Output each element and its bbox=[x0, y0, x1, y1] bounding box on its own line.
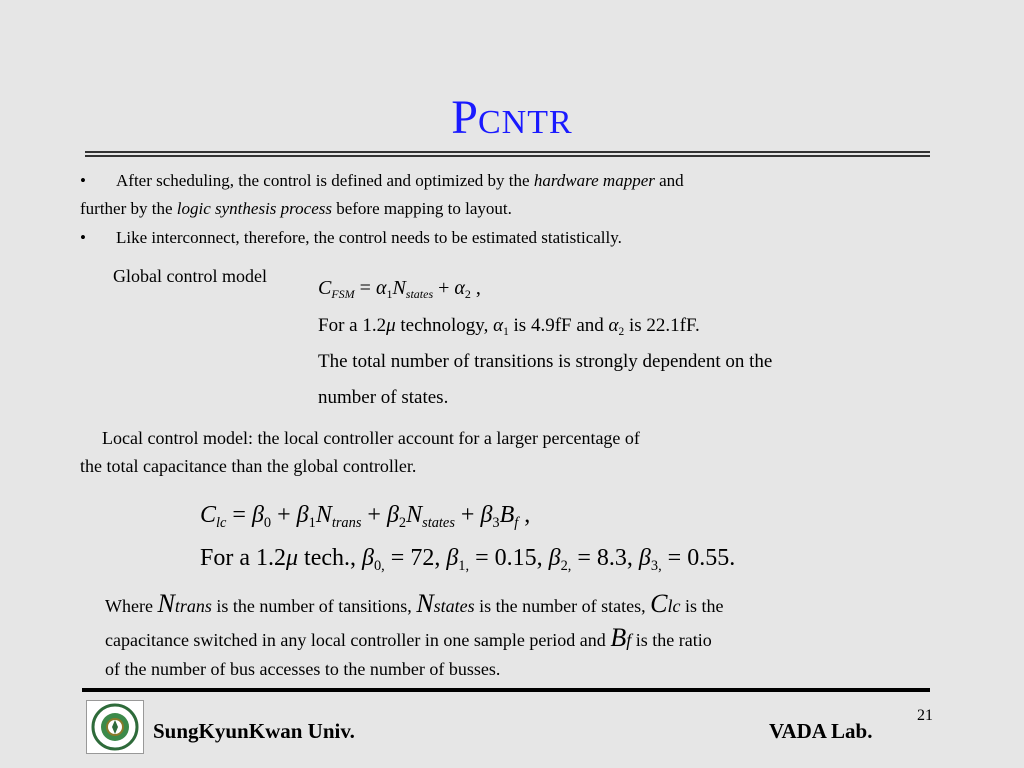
where-symbol: N bbox=[416, 589, 434, 618]
beta-value: = 72, bbox=[384, 545, 447, 571]
tech-text: technology, bbox=[395, 315, 494, 336]
tech-text: is 4.9fF and bbox=[508, 315, 609, 336]
where-text: is the number of states, bbox=[474, 596, 651, 616]
eq-operator: + bbox=[271, 502, 297, 528]
bullet-1-emphasis: hardware mapper bbox=[533, 171, 655, 190]
beta-symbol: β bbox=[548, 545, 561, 571]
eq-symbol: N bbox=[392, 277, 406, 299]
eq-subscript: trans bbox=[331, 515, 362, 532]
where-subscript: states bbox=[433, 596, 475, 616]
mu-symbol: μ bbox=[286, 545, 299, 571]
eq-operator: + bbox=[433, 277, 455, 299]
bullet-1-line-2 bbox=[80, 198, 512, 220]
where-line-3: of the number of bus accesses to the number of busses. bbox=[105, 659, 501, 679]
global-equation bbox=[318, 275, 481, 301]
eq-subscript: states bbox=[422, 515, 455, 532]
eq-symbol: N bbox=[406, 502, 423, 528]
where-line-1 bbox=[105, 589, 724, 618]
bullet-marker: • bbox=[80, 171, 86, 190]
global-tech-line bbox=[318, 313, 700, 339]
bullet-marker: • bbox=[80, 228, 86, 247]
local-model-line-2: the total capacitance than the global controller. bbox=[80, 456, 417, 476]
tech-text: tech., bbox=[298, 545, 363, 571]
footer-lab: VADA Lab. bbox=[769, 719, 873, 743]
alpha-symbol: α bbox=[493, 315, 504, 336]
eq-subscript: 1 bbox=[308, 515, 316, 532]
beta-subscript: 3, bbox=[650, 558, 662, 575]
local-tech-line bbox=[200, 543, 735, 573]
where-subscript: trans bbox=[174, 596, 212, 616]
eq-symbol: β bbox=[296, 502, 309, 528]
eq-symbol: α bbox=[454, 277, 465, 299]
global-note-line-2: number of states. bbox=[318, 387, 449, 408]
beta-symbol: β bbox=[638, 545, 651, 571]
eq-subscript: states bbox=[405, 287, 434, 302]
where-text: Where bbox=[105, 596, 158, 616]
tech-text: is 22.1fF. bbox=[624, 315, 700, 336]
eq-operator: + bbox=[361, 502, 387, 528]
eq-subscript: 2 bbox=[464, 287, 471, 302]
where-line-2 bbox=[105, 623, 712, 652]
where-symbol: C bbox=[650, 589, 668, 618]
slide-title bbox=[0, 88, 1024, 153]
alpha-subscript: 1 bbox=[503, 325, 509, 338]
title-divider-upper bbox=[85, 151, 930, 153]
bullet-2 bbox=[80, 227, 622, 249]
university-seal-icon bbox=[91, 703, 139, 751]
global-note-line-1: The total number of transitions is strongly dependent on the bbox=[318, 351, 773, 372]
where-symbol: B bbox=[610, 623, 627, 652]
eq-subscript: 2 bbox=[398, 515, 407, 532]
bullet-1-text-end: and bbox=[654, 171, 684, 190]
title-divider-lower bbox=[85, 155, 930, 157]
bullet-1-emphasis-2: logic synthesis process bbox=[176, 199, 332, 218]
eq-subscript: FSM bbox=[331, 287, 355, 302]
eq-punct: , bbox=[518, 502, 531, 528]
title-rest: CNTR bbox=[478, 104, 573, 141]
beta-value: = 8.3, bbox=[571, 545, 639, 571]
beta-subscript: 2, bbox=[560, 558, 572, 575]
beta-value: = 0.15, bbox=[469, 545, 549, 571]
eq-symbol: β bbox=[386, 502, 399, 528]
eq-operator: = bbox=[226, 502, 252, 528]
eq-subscript: 1 bbox=[386, 287, 393, 302]
page-number: 21 bbox=[917, 707, 933, 724]
local-equation bbox=[200, 500, 530, 530]
bullet-1-cont: further by the bbox=[80, 199, 177, 218]
title-initial: P bbox=[451, 91, 478, 144]
beta-symbol: β bbox=[362, 545, 374, 571]
eq-symbol: β bbox=[251, 502, 264, 528]
where-subscript: f bbox=[626, 630, 632, 650]
beta-subscript: 0, bbox=[373, 558, 385, 575]
eq-symbol: C bbox=[200, 502, 217, 528]
where-symbol: N bbox=[157, 589, 175, 618]
bullet-1-line-1 bbox=[80, 170, 684, 192]
eq-subscript: f bbox=[514, 515, 519, 532]
where-text: is the bbox=[680, 596, 724, 616]
bullet-1-text: After scheduling, the control is defined and optimized by the bbox=[116, 171, 534, 190]
bullet-2-text: Like interconnect, therefore, the control needs to be estimated statistically. bbox=[116, 228, 622, 247]
footer-university: SungKyunKwan Univ. bbox=[153, 719, 355, 743]
eq-operator: + bbox=[454, 502, 481, 528]
beta-value: = 0.55. bbox=[661, 545, 736, 571]
eq-symbol: α bbox=[375, 277, 387, 299]
where-text: is the number of tansitions, bbox=[211, 596, 417, 616]
eq-subscript: 3 bbox=[492, 515, 500, 532]
eq-subscript: 0 bbox=[263, 515, 272, 532]
university-logo bbox=[86, 700, 144, 754]
eq-symbol: B bbox=[499, 502, 515, 528]
eq-punct: , bbox=[470, 277, 481, 299]
footer-divider bbox=[82, 688, 930, 692]
eq-symbol: N bbox=[315, 502, 332, 528]
beta-symbol: β bbox=[446, 545, 459, 571]
global-model-label: Global control model bbox=[113, 266, 267, 286]
eq-operator: = bbox=[354, 277, 376, 299]
eq-symbol: C bbox=[318, 277, 332, 299]
where-text: is the ratio bbox=[631, 630, 712, 650]
alpha-symbol: α bbox=[608, 315, 619, 336]
bullet-1-cont-end: before mapping to layout. bbox=[331, 199, 512, 218]
where-text: capacitance switched in any local controller in one sample period and bbox=[105, 630, 611, 650]
eq-subscript: lc bbox=[216, 515, 227, 532]
alpha-subscript: 2 bbox=[618, 325, 625, 338]
eq-symbol: β bbox=[480, 502, 493, 528]
mu-symbol: μ bbox=[386, 315, 396, 336]
beta-subscript: 1, bbox=[458, 558, 470, 575]
tech-text: For a 1.2 bbox=[318, 315, 387, 336]
where-subscript: lc bbox=[667, 596, 681, 616]
local-model-line-1: Local control model: the local controller account for a larger percentage of bbox=[102, 428, 640, 448]
tech-text: For a 1.2 bbox=[200, 545, 286, 571]
